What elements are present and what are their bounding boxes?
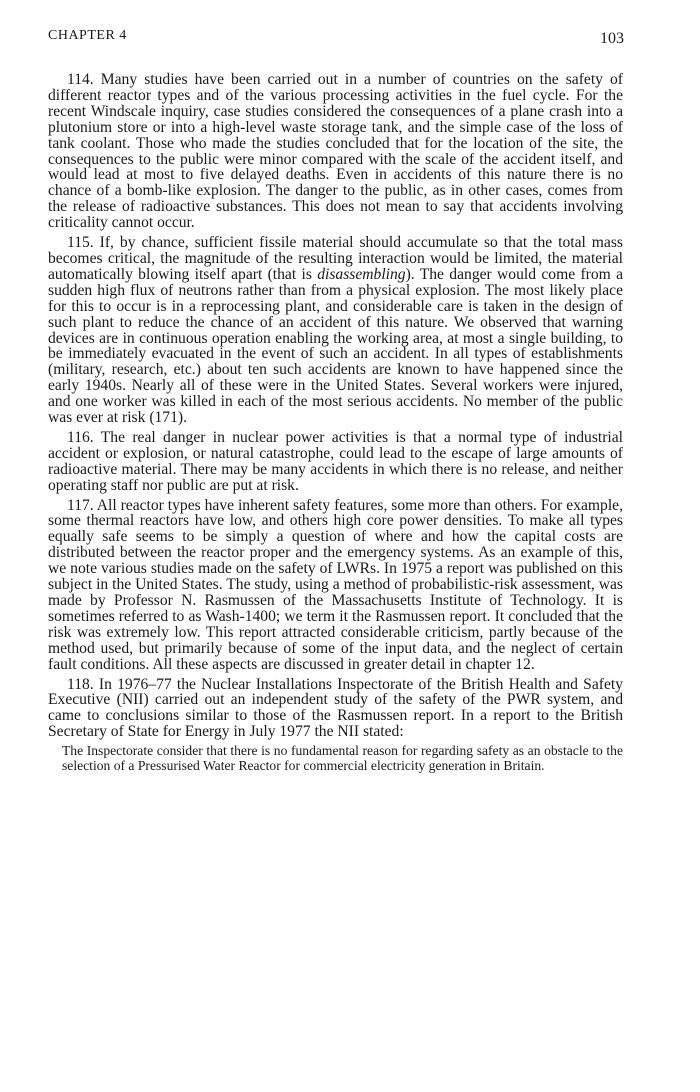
- page-number: 103: [600, 30, 624, 47]
- body-text: [48, 72, 623, 773]
- paragraph-117: 117. All reactor types have inherent safety features, some more than others. For example, some thermal reactors have low, and others high core power densities. To make all types equally safe seems to be simply a question of where and how the capital costs are distributed between the reactor proper and the emergency systems. As an example of this, we note various studies made on the safety of LWRs. In 1975 a report was published on this subject in the United States. The study, using a method of probabilistic-risk assessment, was made by Professor N. Rasmussen of the Massachusetts Institute of Technology. It is sometimes referred to as Wash-1400; we term it the Rasmussen report. It concluded that the risk was extremely low. This report attracted considerable criticism, partly because of the method used, but primarily because of some of the input data, and the neglect of certain fault conditions. All these aspects are discussed in greater detail in chapter 12.: [48, 496, 623, 673]
- page-header: [48, 28, 624, 52]
- paragraph-114: 114. Many studies have been carried out in a number of countries on the safety of different reactor types and of the various processing activities in the fuel cycle. For the recent Windscale inquiry, case studies considered the consequences of a plane crash into a plutonium store or into a high-level waste storage tank, and the simple case of the loss of tank coolant. Those who made the studies concluded that for the location of the site, the consequences to the public were minor compared with the scale of the accident itself, and would lead at most to five delayed deaths. Even in accidents of this nature there is no chance of a bomb-like explosion. The danger to the public, as in other cases, comes from the release of radioactive substances. This does not mean to say that accidents involving criticality cannot occur.: [48, 71, 623, 232]
- paragraph-115-italic-term: disassembling: [317, 265, 406, 283]
- paragraph-115-part-2: ). The danger would come from a sudden high flux of neutrons rather than from a physical explosion. The most likely place for this to occur is in a reprocessing plant, and considerable care is taken in the design of such plant to reduce the chance of an accident of this nature. We observed that warning devices are in continuous operation enabling the working area, at most a single building, to be immediately evacuated in the event of such an accident. In all types of establishments (military, research, etc.) about ten such accidents are known to have happened since the early 1940s. Nearly all of these were in the United States. Several workers were injured, and one worker was killed in each of the most serious accidents. No member of the public was ever at risk (171).: [48, 265, 623, 427]
- paragraph-116: 116. The real danger in nuclear power activities is that a normal type of industrial accident or explosion, or natural catastrophe, could lead to the escape of large amounts of radioactive material. There may be many accidents in which there is no release, and neither operating staff nor public are put at risk.: [48, 428, 623, 494]
- paragraph-115-part-1: 115. If, by chance, sufficient fissile material should accumulate so that the total mass becomes critical, the magnitude of the resulting interaction would be limited, the material automatically blowing itself apart (that is: [48, 234, 623, 283]
- paragraph-118: 118. In 1976–77 the Nuclear Installations Inspectorate of the British Health and Safety Executive (NII) carried out an independent study of the safety of the PWR system, and came to conclusions similar to those of the Rasmussen report. In a report to the British Secretary of State for Energy in July 1977 the NII stated:: [48, 675, 623, 741]
- chapter-label: CHAPTER 4: [48, 28, 127, 43]
- block-quote: The Inspectorate consider that there is no fundamental reason for regarding safety as an obstacle to the selection of a Pressurised Water Reactor for commercial electricity generation in Britain.: [62, 743, 623, 773]
- paragraph-115: [48, 235, 623, 426]
